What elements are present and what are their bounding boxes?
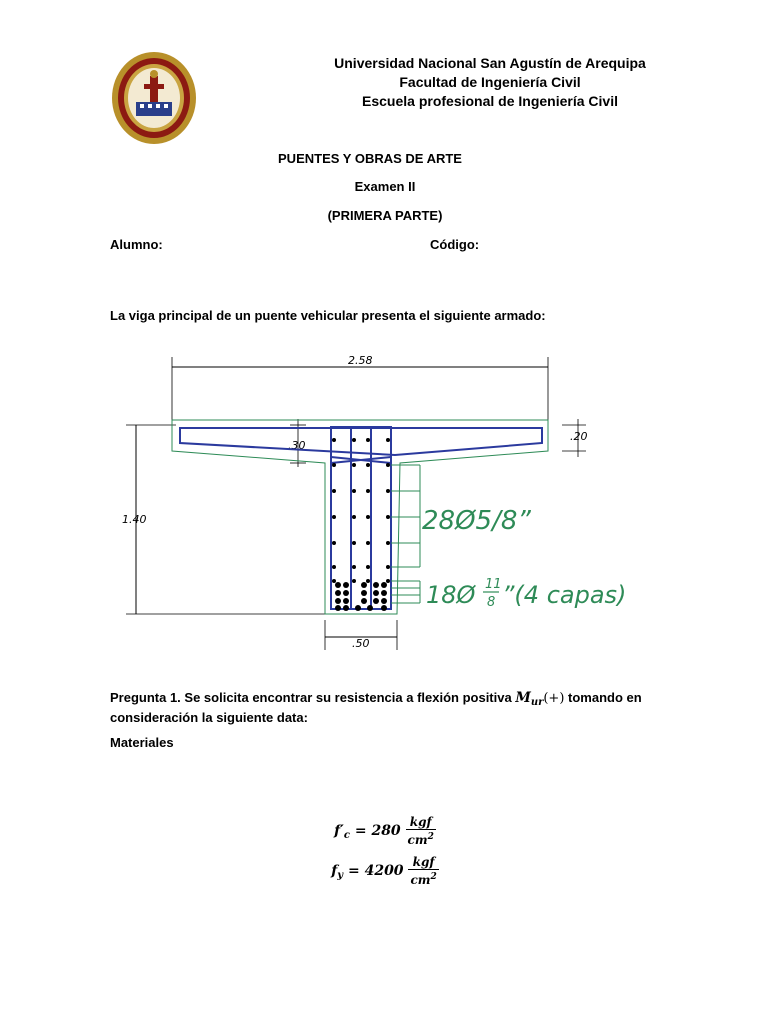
question-text-a: Se solicita encontrar su resistencia a flexión positiva	[180, 690, 516, 705]
bottom-rebar-fraction-num: 11	[485, 577, 502, 592]
formula-fc: $f'_c = 280$ $\frac{\text{kgf}}{cm^2}$	[334, 815, 434, 847]
dim-haunch-label: .30	[288, 439, 306, 452]
beam-cross-section-drawing	[100, 345, 700, 665]
dim-flange-label: .20	[570, 430, 588, 443]
bottom-rebar-suffix: ”(4 capas)	[502, 581, 627, 609]
course-title: PUENTES Y OBRAS DE ARTE	[278, 151, 462, 166]
exam-part: (PRIMERA PARTE)	[327, 208, 443, 223]
student-code-label: Código:	[430, 237, 480, 252]
question-line-2: consideración la siguiente data:	[110, 710, 308, 725]
materials-heading: Materiales	[110, 735, 174, 750]
dim-web-label: .50	[352, 637, 370, 650]
university-seal-logo	[110, 50, 198, 146]
student-name-label: Alumno:	[110, 237, 163, 252]
school-name: Escuela profesional de Ingeniería Civil	[362, 93, 618, 109]
question-label: Pregunta 1.	[110, 690, 181, 705]
side-rebar-label: 28Ø5/8”	[422, 506, 531, 536]
intro-text: La viga principal de un puente vehicular presenta el siguiente armado:	[110, 308, 546, 323]
exam-name: Examen II	[354, 179, 416, 194]
faculty-name: Facultad de Ingeniería Civil	[399, 74, 581, 90]
dim-width-label: 2.58	[348, 354, 373, 367]
bottom-rebar-fraction-den: 8	[487, 595, 496, 610]
university-name: Universidad Nacional San Agustín de Arequipa	[334, 55, 646, 71]
moment-argument: (+)	[543, 691, 565, 706]
formula-fy: $f_y = 4200$ $\frac{\text{kgf}}{cm^2}$	[331, 855, 437, 887]
dim-height-label: 1.40	[122, 513, 147, 526]
moment-symbol: $M_{ur}$	[515, 690, 544, 708]
question-text-b: tomando en	[564, 690, 642, 705]
question-line-1	[110, 690, 670, 708]
bottom-rebar-prefix: 18Ø	[426, 581, 476, 609]
